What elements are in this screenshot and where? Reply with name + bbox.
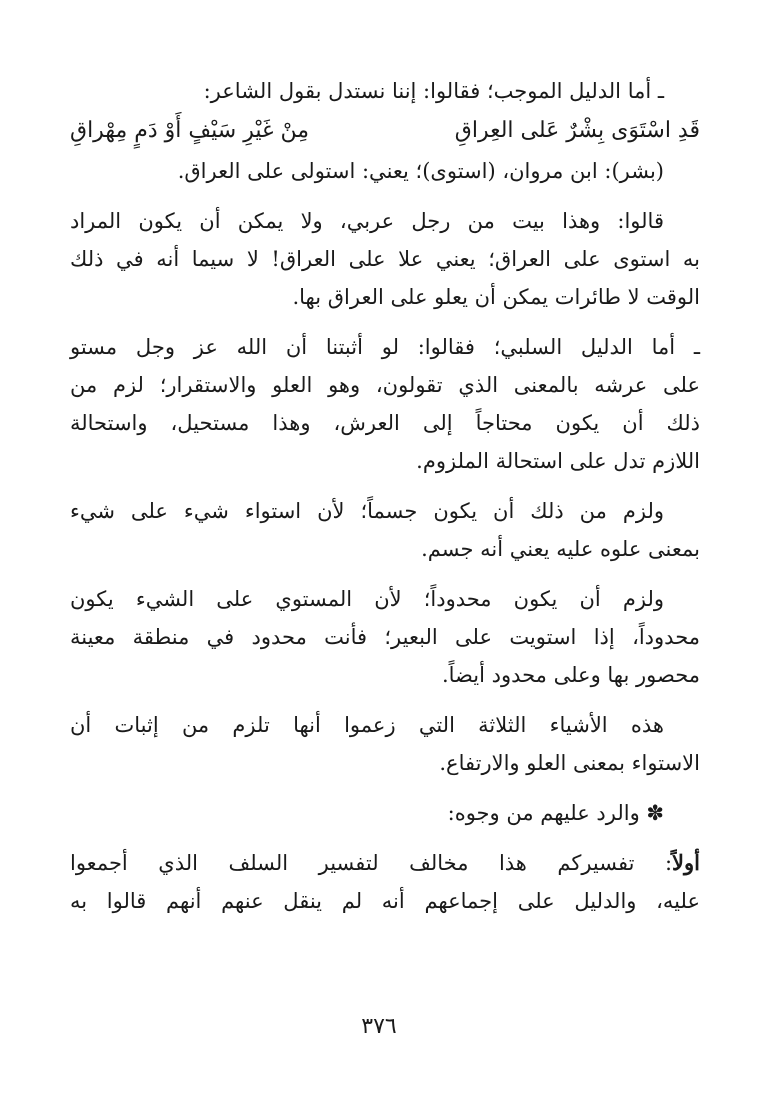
text-line: ✽ والرد عليهم من وجوه: xyxy=(447,801,664,825)
poem-first-hemistich: قَدِ اسْتَوَى بِشْرٌ عَلى العِراقِ xyxy=(454,118,700,143)
poem-second-hemistich: مِنْ غَيْرِ سَيْفٍ أَوْ دَمٍ مِهْراقِ xyxy=(70,118,310,143)
text-line: اللازم تدل على استحالة الملزوم. xyxy=(416,449,700,473)
point-text: : تفسيركم هذا مخالف لتفسير السلف الذي أجمعوا xyxy=(70,851,673,875)
text-line: ـ أما الدليل الموجب؛ فقالوا: إننا نستدل بقول الشاعر: xyxy=(203,79,664,103)
text-line: الوقت لا طائرات يمكن أن يعلو على العراق بها. xyxy=(292,285,700,309)
text-line: ـ أما الدليل السلبي؛ فقالوا: لو أثبتنا أن الله عز وجل مستو xyxy=(70,335,700,359)
text-line: على عرشه بالمعنى الذي تقولون، وهو العلو والاستقرار؛ لزم من xyxy=(70,373,700,397)
text-line: محدوداً، إذا استويت على البعير؛ فأنت محدود في منطقة معينة xyxy=(70,625,700,649)
text-line: عليه، والدليل على إجماعهم أنه لم ينقل عنهم أنهم قالوا به xyxy=(70,889,700,913)
page-number: ٣٧٦ xyxy=(361,1014,397,1039)
text-line: ولزم أن يكون محدوداً؛ لأن المستوي على الشيء يكون xyxy=(70,587,664,611)
text-line: ولزم من ذلك أن يكون جسماً؛ لأن استواء شيء على شيء xyxy=(70,499,664,523)
text-line: قالوا: وهذا بيت من رجل عربي، ولا يمكن أن يكون المراد xyxy=(70,209,664,233)
text-line: الاستواء بمعنى العلو والارتفاع. xyxy=(439,751,700,775)
text-line: به استوى على العراق؛ يعني علا على العراق! لا سيما أنه في ذلك xyxy=(70,247,700,271)
text-line: هذه الأشياء الثلاثة التي زعموا أنها تلزم من إثبات أن xyxy=(70,713,664,737)
text-line: بمعنى علوه عليه يعني أنه جسم. xyxy=(421,537,700,561)
text-line: (بشر): ابن مروان، (استوى)؛ يعني: استولى على العراق. xyxy=(177,159,664,183)
text-line xyxy=(70,844,700,882)
text-line: ذلك أن يكون محتاجاً إلى العرش، وهذا مستحيل، واستحالة xyxy=(70,411,700,435)
page-body xyxy=(70,72,700,920)
point-lead: أولاً xyxy=(672,850,700,875)
poem-verse xyxy=(70,110,700,152)
text-line: محصور بها وعلى محدود أيضاً. xyxy=(441,663,700,687)
